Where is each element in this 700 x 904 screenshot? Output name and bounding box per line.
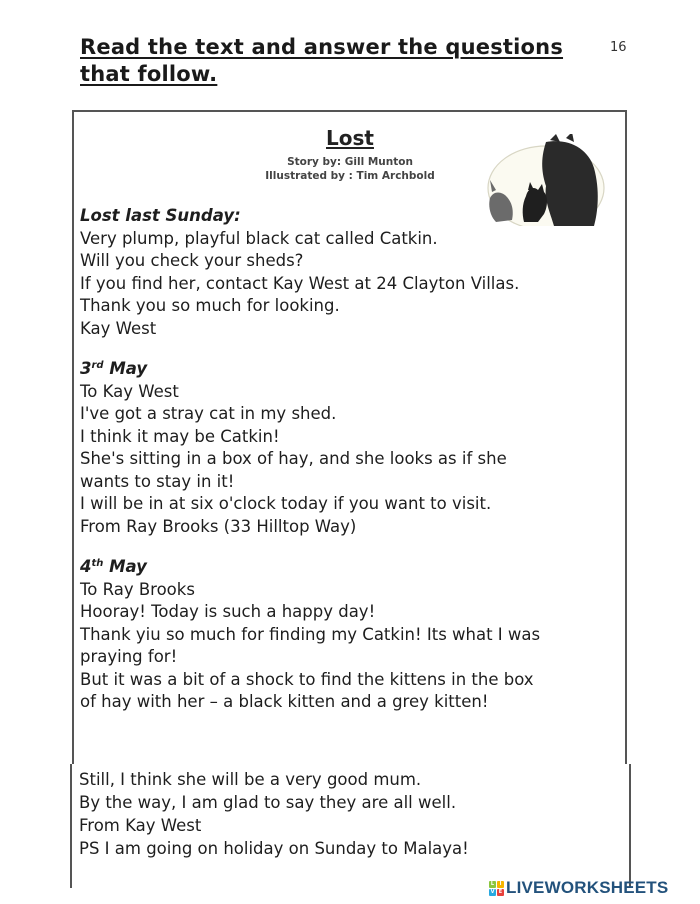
notice-line: Kay West (80, 318, 157, 338)
notice-line: Very plump, playful black cat called Catkin. (80, 228, 438, 248)
story-text-continued (79, 768, 624, 860)
logo-text: LIVEWORKSHEETS (506, 878, 669, 897)
story-author: Story by: Gill Munton (287, 156, 413, 168)
story-title: Lost (326, 126, 374, 150)
letter2-date (80, 556, 625, 579)
letter2-line: But it was a bit of a shock to find the kittens in the box (80, 669, 534, 689)
story-illustrator: Illustrated by : Tim Archbold (265, 170, 435, 182)
letter2-line: praying for! (80, 647, 178, 666)
date-day: 3 (80, 359, 92, 378)
notice-line: If you find her, contact Kay West at 24 Clayton Villas. (80, 273, 520, 293)
letter1-line: From Ray Brooks (33 Hilltop Way) (80, 516, 357, 536)
letter2-line: By the way, I am glad to say they are all well. (79, 793, 457, 812)
logo-tile: E (498, 889, 503, 895)
date-suffix: rd (91, 360, 104, 371)
logo-tile: L (490, 881, 495, 887)
date-month: May (103, 557, 147, 576)
liveworksheets-logo[interactable] (489, 878, 668, 898)
letter1-date (80, 358, 625, 381)
story-text (80, 205, 625, 714)
date-suffix: th (91, 558, 104, 569)
instruction-heading: Read the text and answer the questions that follow. (80, 35, 564, 86)
letter2-line: PS I am going on holiday on Sunday to Malaya! (79, 839, 469, 858)
notice-heading: Lost last Sunday: (80, 206, 241, 225)
notice-line: Will you check your sheds? (80, 251, 304, 270)
date-month: May (103, 359, 148, 378)
logo-tiles-icon (489, 881, 504, 896)
letter2-line: Thank yiu so much for finding my Catkin! Its what I was (80, 624, 541, 644)
letter2-line: of hay with her – a black kitten and a grey kitten! (80, 692, 489, 711)
letter1-line: She's sitting in a box of hay, and she looks as if she (80, 449, 507, 468)
logo-tile: V (490, 889, 495, 895)
letter2-line: To Ray Brooks (80, 579, 195, 599)
date-day: 4 (80, 557, 92, 576)
letter1-line: wants to stay in it! (80, 471, 235, 491)
letter1-line: I think it may be Catkin! (80, 426, 280, 446)
letter1-line: I will be in at six o'clock today if you want to visit. (80, 494, 492, 513)
letter2-line: Still, I think she will be a very good mum. (79, 770, 422, 789)
letter1-line: To Kay West (80, 381, 179, 401)
notice-line: Thank you so much for looking. (80, 296, 340, 315)
letter1-line: I've got a stray cat in my shed. (80, 404, 337, 423)
letter2-line: Hooray! Today is such a happy day! (80, 602, 376, 621)
page-number: 16 (610, 40, 627, 55)
logo-tile: I (497, 881, 504, 888)
letter2-line: From Kay West (79, 816, 202, 835)
